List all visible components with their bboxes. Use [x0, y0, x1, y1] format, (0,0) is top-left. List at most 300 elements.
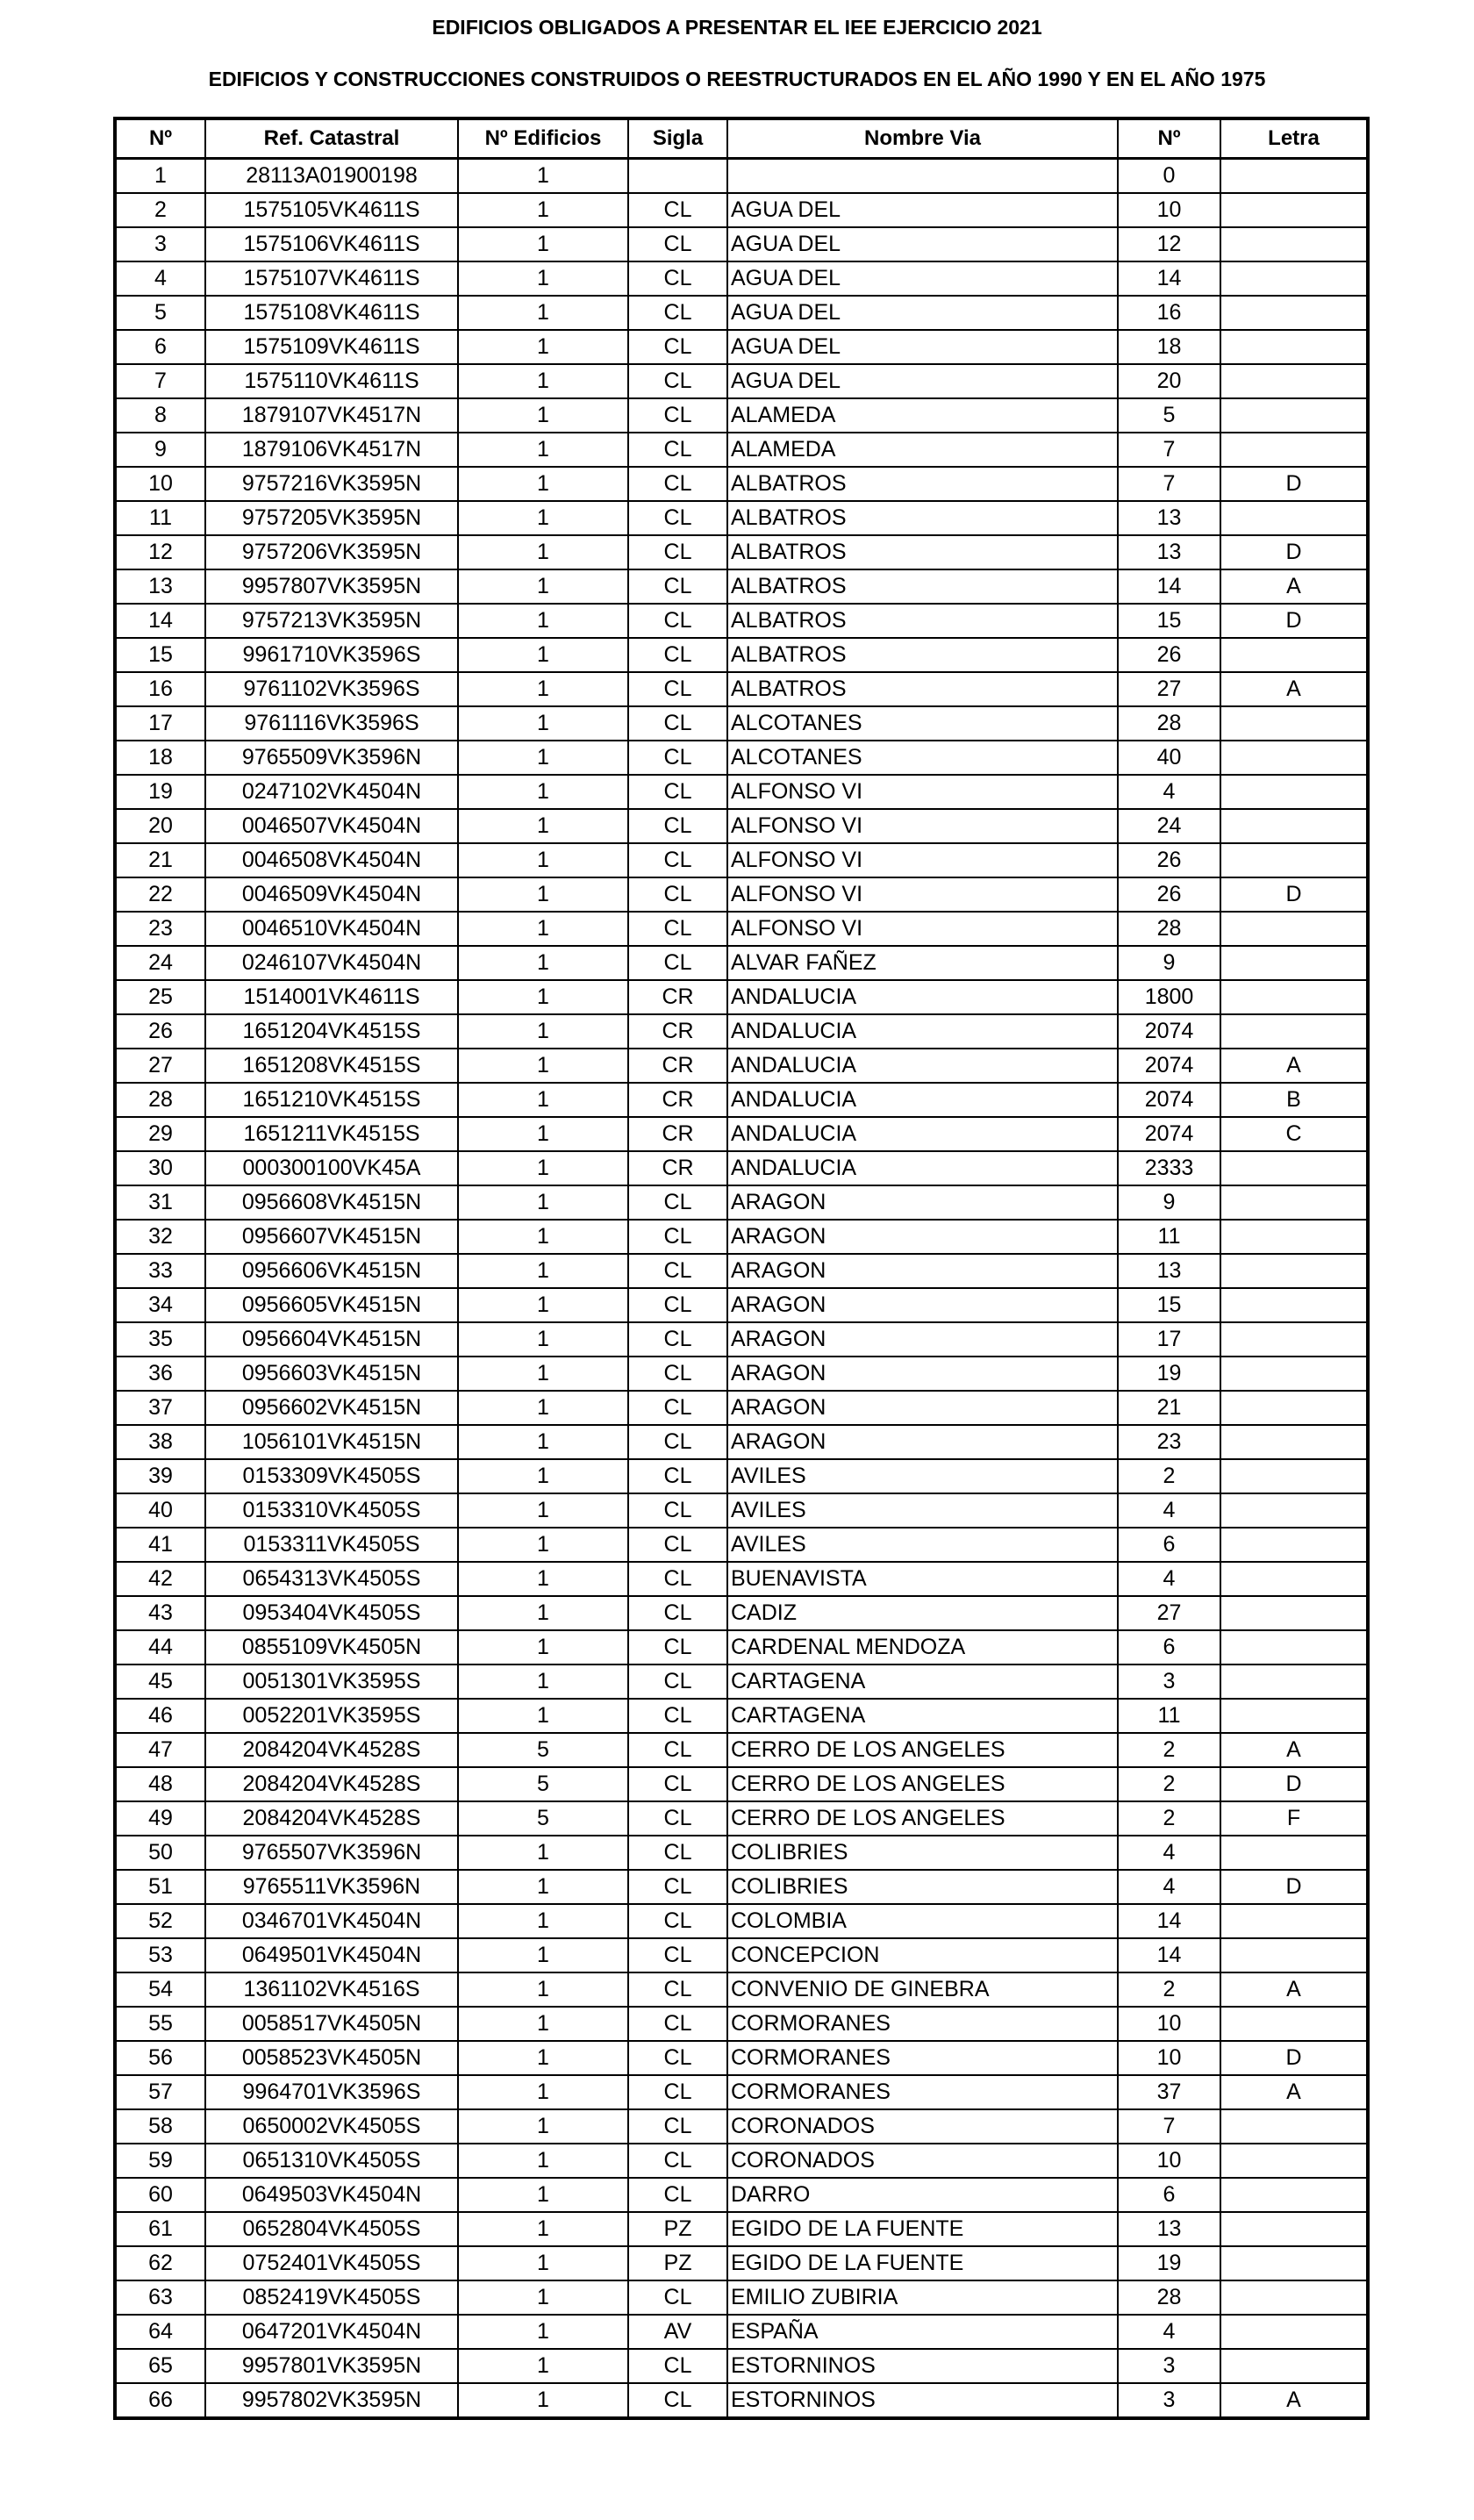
letra-cell	[1220, 1014, 1368, 1049]
num-edificios-cell: 1	[458, 604, 628, 638]
nombre-via-cell: ANDALUCIA	[727, 1151, 1118, 1185]
ref-catastral-cell: 1361102VK4516S	[205, 1972, 458, 2007]
table-row	[115, 2246, 1368, 2280]
sigla-cell: CL	[628, 2144, 727, 2178]
sigla-cell: CR	[628, 1117, 727, 1151]
nombre-via-cell: ALBATROS	[727, 501, 1118, 535]
table-row	[115, 1972, 1368, 2007]
ref-catastral-cell: 1879106VK4517N	[205, 433, 458, 467]
table-row	[115, 1459, 1368, 1493]
ref-catastral-cell: 1575107VK4611S	[205, 261, 458, 296]
table-row	[115, 433, 1368, 467]
nombre-via-cell: CORONADOS	[727, 2109, 1118, 2144]
num-edificios-cell: 1	[458, 1049, 628, 1083]
num-edificios-cell: 1	[458, 1972, 628, 2007]
nombre-via-cell: AVILES	[727, 1493, 1118, 1528]
letra-cell	[1220, 2280, 1368, 2315]
nombre-via-cell: CADIZ	[727, 1596, 1118, 1630]
letra-cell: D	[1220, 535, 1368, 569]
row-number-cell: 60	[115, 2178, 205, 2212]
ref-catastral-cell: 1575106VK4611S	[205, 227, 458, 261]
table-row	[115, 2109, 1368, 2144]
nombre-via-cell: ALBATROS	[727, 672, 1118, 706]
sigla-cell: CL	[628, 1801, 727, 1836]
table-row	[115, 1836, 1368, 1870]
nombre-via-cell: COLIBRIES	[727, 1836, 1118, 1870]
street-number-cell: 40	[1118, 741, 1220, 775]
street-number-cell: 4	[1118, 1836, 1220, 1870]
row-number-cell: 13	[115, 569, 205, 604]
sigla-cell: CL	[628, 809, 727, 843]
street-number-cell: 16	[1118, 296, 1220, 330]
nombre-via-cell: CARDENAL MENDOZA	[727, 1630, 1118, 1664]
num-edificios-cell: 1	[458, 2007, 628, 2041]
ref-catastral-cell: 0956607VK4515N	[205, 1220, 458, 1254]
row-number-cell: 2	[115, 193, 205, 227]
num-edificios-cell: 1	[458, 706, 628, 741]
table-row	[115, 2280, 1368, 2315]
table-row	[115, 501, 1368, 535]
num-edificios-cell: 1	[458, 1151, 628, 1185]
table-row	[115, 638, 1368, 672]
street-number-cell: 19	[1118, 1357, 1220, 1391]
num-edificios-cell: 1	[458, 638, 628, 672]
street-number-cell: 0	[1118, 159, 1220, 194]
ref-catastral-cell: 0649503VK4504N	[205, 2178, 458, 2212]
table-row	[115, 1425, 1368, 1459]
street-number-cell: 3	[1118, 1664, 1220, 1699]
ref-catastral-cell: 0247102VK4504N	[205, 775, 458, 809]
nombre-via-cell: AGUA DEL	[727, 261, 1118, 296]
row-number-cell: 20	[115, 809, 205, 843]
row-number-cell: 48	[115, 1767, 205, 1801]
num-edificios-cell: 1	[458, 912, 628, 946]
num-edificios-cell: 1	[458, 775, 628, 809]
table-row	[115, 2007, 1368, 2041]
ref-catastral-cell: 9765509VK3596N	[205, 741, 458, 775]
row-number-cell: 12	[115, 535, 205, 569]
row-number-cell: 28	[115, 1083, 205, 1117]
street-number-cell: 6	[1118, 2178, 1220, 2212]
street-number-cell: 19	[1118, 2246, 1220, 2280]
num-edificios-cell: 1	[458, 1083, 628, 1117]
street-number-cell: 23	[1118, 1425, 1220, 1459]
num-edificios-cell: 1	[458, 1836, 628, 1870]
street-number-cell: 14	[1118, 569, 1220, 604]
header-sigla: Sigla	[628, 118, 727, 159]
num-edificios-cell: 1	[458, 2349, 628, 2383]
letra-cell	[1220, 980, 1368, 1014]
num-edificios-cell: 1	[458, 1664, 628, 1699]
letra-cell	[1220, 261, 1368, 296]
nombre-via-cell: CORMORANES	[727, 2007, 1118, 2041]
num-edificios-cell: 1	[458, 741, 628, 775]
ref-catastral-cell: 0046510VK4504N	[205, 912, 458, 946]
num-edificios-cell: 1	[458, 1493, 628, 1528]
ref-catastral-cell: 0051301VK3595S	[205, 1664, 458, 1699]
letra-cell	[1220, 775, 1368, 809]
letra-cell	[1220, 2349, 1368, 2383]
letra-cell	[1220, 1630, 1368, 1664]
letra-cell: A	[1220, 1049, 1368, 1083]
sigla-cell: CR	[628, 1083, 727, 1117]
street-number-cell: 20	[1118, 364, 1220, 398]
street-number-cell: 27	[1118, 672, 1220, 706]
street-number-cell: 2	[1118, 1767, 1220, 1801]
ref-catastral-cell: 0752401VK4505S	[205, 2246, 458, 2280]
table-row	[115, 569, 1368, 604]
street-number-cell: 37	[1118, 2075, 1220, 2109]
table-row	[115, 159, 1368, 194]
sigla-cell: CL	[628, 1972, 727, 2007]
letra-cell	[1220, 706, 1368, 741]
nombre-via-cell: CONVENIO DE GINEBRA	[727, 1972, 1118, 2007]
ref-catastral-cell: 9765507VK3596N	[205, 1836, 458, 1870]
num-edificios-cell: 1	[458, 1254, 628, 1288]
nombre-via-cell: ALVAR FAÑEZ	[727, 946, 1118, 980]
street-number-cell: 2074	[1118, 1083, 1220, 1117]
table-row	[115, 193, 1368, 227]
ref-catastral-cell: 0956605VK4515N	[205, 1288, 458, 1322]
row-number-cell: 15	[115, 638, 205, 672]
row-number-cell: 37	[115, 1391, 205, 1425]
letra-cell: D	[1220, 467, 1368, 501]
nombre-via-cell: CERRO DE LOS ANGELES	[727, 1767, 1118, 1801]
table-row	[115, 1767, 1368, 1801]
letra-cell: B	[1220, 1083, 1368, 1117]
nombre-via-cell: ARAGON	[727, 1185, 1118, 1220]
nombre-via-cell: CONCEPCION	[727, 1938, 1118, 1972]
nombre-via-cell: CORMORANES	[727, 2075, 1118, 2109]
num-edificios-cell: 1	[458, 1425, 628, 1459]
ref-catastral-cell: 1514001VK4611S	[205, 980, 458, 1014]
street-number-cell: 14	[1118, 1904, 1220, 1938]
ref-catastral-cell: 0647201VK4504N	[205, 2315, 458, 2349]
letra-cell	[1220, 1185, 1368, 1220]
sigla-cell: AV	[628, 2315, 727, 2349]
nombre-via-cell: AVILES	[727, 1528, 1118, 1562]
row-number-cell: 24	[115, 946, 205, 980]
nombre-via-cell: ALFONSO VI	[727, 809, 1118, 843]
letra-cell: D	[1220, 2041, 1368, 2075]
num-edificios-cell: 1	[458, 569, 628, 604]
nombre-via-cell: ARAGON	[727, 1254, 1118, 1288]
letra-cell	[1220, 398, 1368, 433]
table-row	[115, 809, 1368, 843]
ref-catastral-cell: 0046508VK4504N	[205, 843, 458, 877]
row-number-cell: 35	[115, 1322, 205, 1357]
table-row	[115, 1083, 1368, 1117]
row-number-cell: 41	[115, 1528, 205, 1562]
street-number-cell: 26	[1118, 638, 1220, 672]
num-edificios-cell: 1	[458, 1220, 628, 1254]
num-edificios-cell: 5	[458, 1801, 628, 1836]
table-row	[115, 1185, 1368, 1220]
row-number-cell: 65	[115, 2349, 205, 2383]
street-number-cell: 28	[1118, 706, 1220, 741]
letra-cell: C	[1220, 1117, 1368, 1151]
row-number-cell: 66	[115, 2383, 205, 2418]
street-number-cell: 13	[1118, 501, 1220, 535]
num-edificios-cell: 1	[458, 946, 628, 980]
letra-cell: A	[1220, 2075, 1368, 2109]
table-row	[115, 227, 1368, 261]
ref-catastral-cell: 0654313VK4505S	[205, 1562, 458, 1596]
nombre-via-cell: CARTAGENA	[727, 1699, 1118, 1733]
table-row	[115, 1391, 1368, 1425]
num-edificios-cell: 1	[458, 843, 628, 877]
street-number-cell: 3	[1118, 2349, 1220, 2383]
table-row	[115, 604, 1368, 638]
street-number-cell: 2	[1118, 1972, 1220, 2007]
row-number-cell: 25	[115, 980, 205, 1014]
table-row	[115, 1562, 1368, 1596]
row-number-cell: 8	[115, 398, 205, 433]
letra-cell	[1220, 2212, 1368, 2246]
num-edificios-cell: 1	[458, 193, 628, 227]
ref-catastral-cell: 0153310VK4505S	[205, 1493, 458, 1528]
row-number-cell: 4	[115, 261, 205, 296]
letra-cell	[1220, 638, 1368, 672]
nombre-via-cell: AGUA DEL	[727, 296, 1118, 330]
table-row	[115, 1288, 1368, 1322]
row-number-cell: 53	[115, 1938, 205, 1972]
street-number-cell: 27	[1118, 1596, 1220, 1630]
nombre-via-cell: ALFONSO VI	[727, 775, 1118, 809]
letra-cell: A	[1220, 672, 1368, 706]
nombre-via-cell: ARAGON	[727, 1322, 1118, 1357]
ref-catastral-cell: 9961710VK3596S	[205, 638, 458, 672]
street-number-cell: 13	[1118, 2212, 1220, 2246]
nombre-via-cell: ARAGON	[727, 1220, 1118, 1254]
street-number-cell: 11	[1118, 1699, 1220, 1733]
nombre-via-cell: ALCOTANES	[727, 706, 1118, 741]
ref-catastral-cell: 1575109VK4611S	[205, 330, 458, 364]
nombre-via-cell: ANDALUCIA	[727, 1014, 1118, 1049]
num-edificios-cell: 1	[458, 1938, 628, 1972]
sigla-cell: CL	[628, 843, 727, 877]
ref-catastral-cell: 9757206VK3595N	[205, 535, 458, 569]
nombre-via-cell: COLIBRIES	[727, 1870, 1118, 1904]
num-edificios-cell: 1	[458, 330, 628, 364]
ref-catastral-cell: 2084204VK4528S	[205, 1767, 458, 1801]
row-number-cell: 29	[115, 1117, 205, 1151]
num-edificios-cell: 1	[458, 2178, 628, 2212]
ref-catastral-cell: 0956608VK4515N	[205, 1185, 458, 1220]
num-edificios-cell: 1	[458, 1014, 628, 1049]
ref-catastral-cell: 1651211VK4515S	[205, 1117, 458, 1151]
street-number-cell: 13	[1118, 535, 1220, 569]
num-edificios-cell: 1	[458, 1630, 628, 1664]
letra-cell	[1220, 1391, 1368, 1425]
num-edificios-cell: 1	[458, 809, 628, 843]
street-number-cell: 6	[1118, 1630, 1220, 1664]
row-number-cell: 36	[115, 1357, 205, 1391]
sigla-cell: CL	[628, 1630, 727, 1664]
row-number-cell: 52	[115, 1904, 205, 1938]
street-number-cell: 10	[1118, 2144, 1220, 2178]
ref-catastral-cell: 1651208VK4515S	[205, 1049, 458, 1083]
letra-cell: D	[1220, 604, 1368, 638]
street-number-cell: 2333	[1118, 1151, 1220, 1185]
street-number-cell: 26	[1118, 843, 1220, 877]
letra-cell	[1220, 2144, 1368, 2178]
row-number-cell: 59	[115, 2144, 205, 2178]
street-number-cell: 15	[1118, 604, 1220, 638]
ref-catastral-cell: 0046509VK4504N	[205, 877, 458, 912]
row-number-cell: 55	[115, 2007, 205, 2041]
letra-cell	[1220, 2246, 1368, 2280]
sigla-cell: CL	[628, 1938, 727, 1972]
sigla-cell: CL	[628, 467, 727, 501]
ref-catastral-cell: 28113A01900198	[205, 159, 458, 194]
num-edificios-cell: 1	[458, 2383, 628, 2418]
row-number-cell: 5	[115, 296, 205, 330]
num-edificios-cell: 1	[458, 2144, 628, 2178]
num-edificios-cell: 1	[458, 296, 628, 330]
table-row	[115, 1254, 1368, 1288]
row-number-cell: 42	[115, 1562, 205, 1596]
sigla-cell: CL	[628, 1357, 727, 1391]
ref-catastral-cell: 9757216VK3595N	[205, 467, 458, 501]
num-edificios-cell: 1	[458, 159, 628, 194]
row-number-cell: 33	[115, 1254, 205, 1288]
letra-cell	[1220, 1357, 1368, 1391]
table-row	[115, 1870, 1368, 1904]
table-row	[115, 1699, 1368, 1733]
street-number-cell: 26	[1118, 877, 1220, 912]
nombre-via-cell: ALAMEDA	[727, 433, 1118, 467]
table-row	[115, 2383, 1368, 2418]
sigla-cell: CL	[628, 1459, 727, 1493]
row-number-cell: 6	[115, 330, 205, 364]
row-number-cell: 46	[115, 1699, 205, 1733]
sigla-cell: CL	[628, 604, 727, 638]
num-edificios-cell: 1	[458, 398, 628, 433]
sigla-cell: CL	[628, 1596, 727, 1630]
letra-cell	[1220, 2315, 1368, 2349]
sigla-cell: CL	[628, 2041, 727, 2075]
table-row	[115, 261, 1368, 296]
table-row	[115, 1493, 1368, 1528]
ref-catastral-cell: 000300100VK45A	[205, 1151, 458, 1185]
table-row	[115, 1049, 1368, 1083]
letra-cell	[1220, 1493, 1368, 1528]
ref-catastral-cell: 9761102VK3596S	[205, 672, 458, 706]
sigla-cell: CL	[628, 2075, 727, 2109]
letra-cell	[1220, 1288, 1368, 1322]
table-row	[115, 330, 1368, 364]
letra-cell	[1220, 1904, 1368, 1938]
nombre-via-cell: ALBATROS	[727, 638, 1118, 672]
num-edificios-cell: 1	[458, 2041, 628, 2075]
sigla-cell: CR	[628, 1049, 727, 1083]
table-row	[115, 1014, 1368, 1049]
letra-cell	[1220, 1220, 1368, 1254]
num-edificios-cell: 1	[458, 1391, 628, 1425]
table-row	[115, 946, 1368, 980]
num-edificios-cell: 1	[458, 1699, 628, 1733]
street-number-cell: 10	[1118, 2041, 1220, 2075]
header-num: Nº	[115, 118, 205, 159]
sigla-cell: CL	[628, 1322, 727, 1357]
ref-catastral-cell: 9757213VK3595N	[205, 604, 458, 638]
table-row	[115, 843, 1368, 877]
nombre-via-cell: DARRO	[727, 2178, 1118, 2212]
letra-cell	[1220, 2007, 1368, 2041]
letra-cell	[1220, 364, 1368, 398]
ref-catastral-cell: 9761116VK3596S	[205, 706, 458, 741]
letra-cell	[1220, 1938, 1368, 1972]
num-edificios-cell: 1	[458, 1459, 628, 1493]
ref-catastral-cell: 0058517VK4505N	[205, 2007, 458, 2041]
nombre-via-cell: CORMORANES	[727, 2041, 1118, 2075]
sigla-cell: CL	[628, 1493, 727, 1528]
sigla-cell: CL	[628, 569, 727, 604]
letra-cell: F	[1220, 1801, 1368, 1836]
row-number-cell: 22	[115, 877, 205, 912]
ref-catastral-cell: 9757205VK3595N	[205, 501, 458, 535]
header-street-number: Nº	[1118, 118, 1220, 159]
letra-cell	[1220, 843, 1368, 877]
sigla-cell: CL	[628, 398, 727, 433]
row-number-cell: 27	[115, 1049, 205, 1083]
table-row	[115, 364, 1368, 398]
ref-catastral-cell: 0650002VK4505S	[205, 2109, 458, 2144]
nombre-via-cell: EGIDO DE LA FUENTE	[727, 2212, 1118, 2246]
ref-catastral-cell: 0052201VK3595S	[205, 1699, 458, 1733]
letra-cell: A	[1220, 1733, 1368, 1767]
header-num-edificios: Nº Edificios	[458, 118, 628, 159]
ref-catastral-cell: 9957801VK3595N	[205, 2349, 458, 2383]
num-edificios-cell: 1	[458, 1562, 628, 1596]
document-title: EDIFICIOS OBLIGADOS A PRESENTAR EL IEE EJERCICIO 2021	[432, 16, 1042, 39]
row-number-cell: 50	[115, 1836, 205, 1870]
row-number-cell: 64	[115, 2315, 205, 2349]
row-number-cell: 11	[115, 501, 205, 535]
row-number-cell: 21	[115, 843, 205, 877]
table-row	[115, 2178, 1368, 2212]
table-row	[115, 2041, 1368, 2075]
num-edificios-cell: 1	[458, 261, 628, 296]
sigla-cell: CL	[628, 2280, 727, 2315]
sigla-cell: CL	[628, 364, 727, 398]
sigla-cell: CL	[628, 672, 727, 706]
street-number-cell: 6	[1118, 1528, 1220, 1562]
sigla-cell: CL	[628, 638, 727, 672]
sigla-cell: CL	[628, 1425, 727, 1459]
sigla-cell: CL	[628, 330, 727, 364]
street-number-cell: 28	[1118, 912, 1220, 946]
sigla-cell: CL	[628, 1767, 727, 1801]
ref-catastral-cell: 0956602VK4515N	[205, 1391, 458, 1425]
street-number-cell: 24	[1118, 809, 1220, 843]
street-number-cell: 2	[1118, 1459, 1220, 1493]
table-row	[115, 1357, 1368, 1391]
street-number-cell: 2074	[1118, 1117, 1220, 1151]
row-number-cell: 40	[115, 1493, 205, 1528]
row-number-cell: 62	[115, 2246, 205, 2280]
sigla-cell: CL	[628, 261, 727, 296]
street-number-cell: 11	[1118, 1220, 1220, 1254]
ref-catastral-cell: 9765511VK3596N	[205, 1870, 458, 1904]
nombre-via-cell: ALFONSO VI	[727, 843, 1118, 877]
letra-cell: D	[1220, 1870, 1368, 1904]
street-number-cell: 21	[1118, 1391, 1220, 1425]
ref-catastral-cell: 1651210VK4515S	[205, 1083, 458, 1117]
row-number-cell: 43	[115, 1596, 205, 1630]
table-row	[115, 980, 1368, 1014]
